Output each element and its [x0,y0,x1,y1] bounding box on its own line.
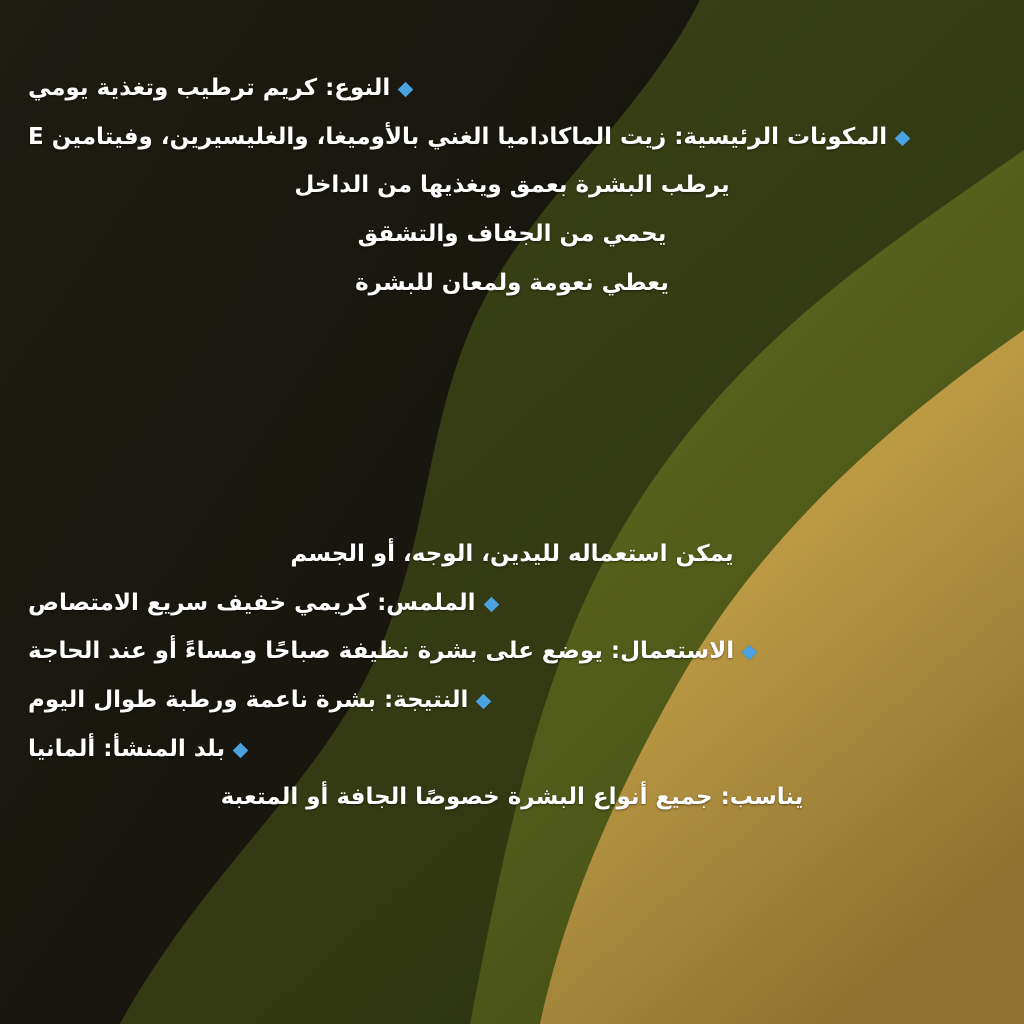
list-item [28,72,996,105]
diamond-bullet-icon [233,742,249,758]
list-item-label: يحمي من الجفاف والتشقق [357,220,667,247]
list-item-label: النوع: كريم ترطيب وتغذية يومي [28,75,391,101]
list-item [28,733,996,766]
list-item-label: النتيجة: بشرة ناعمة ورطبة طوال اليوم [28,686,469,713]
list-item-label: بلد المنشأ: ألمانيا [28,735,226,762]
list-item [28,781,996,814]
list-item-label: الاستعمال: يوضع على بشرة نظيفة صباحًا ومساءً أو عند الحاجة [28,638,735,665]
list-item [28,538,996,571]
list-item-label: يناسب: جميع أنواع البشرة خصوصًا الجافة أو المتعبة [220,784,804,811]
list-item-label: المكونات الرئيسية: زيت الماكاداميا الغني بالأوميغا، والغليسيرين، وفيتامين E [28,123,888,150]
list-item [28,684,996,717]
list-item [28,121,996,154]
section-product-details [0,72,1024,315]
list-item-label: يعطي نعومة ولمعان للبشرة [355,269,669,296]
diamond-bullet-icon [483,596,499,612]
diamond-bullet-icon [895,130,911,146]
diamond-bullet-icon [742,645,758,661]
list-item-label: الملمس: كريمي خفيف سريع الامتصاص [28,589,476,616]
diamond-bullet-icon [476,694,492,710]
list-item [28,587,996,620]
list-item [28,169,996,202]
list-item-label: يرطب البشرة بعمق ويغذيها من الداخل [294,172,730,199]
list-item-label: يمكن استعماله لليدين، الوجه، أو الجسم [290,541,734,567]
section-usage-details [0,538,1024,830]
list-item [28,267,996,300]
list-item [28,635,996,668]
list-item [28,218,996,251]
diamond-bullet-icon [398,82,414,98]
